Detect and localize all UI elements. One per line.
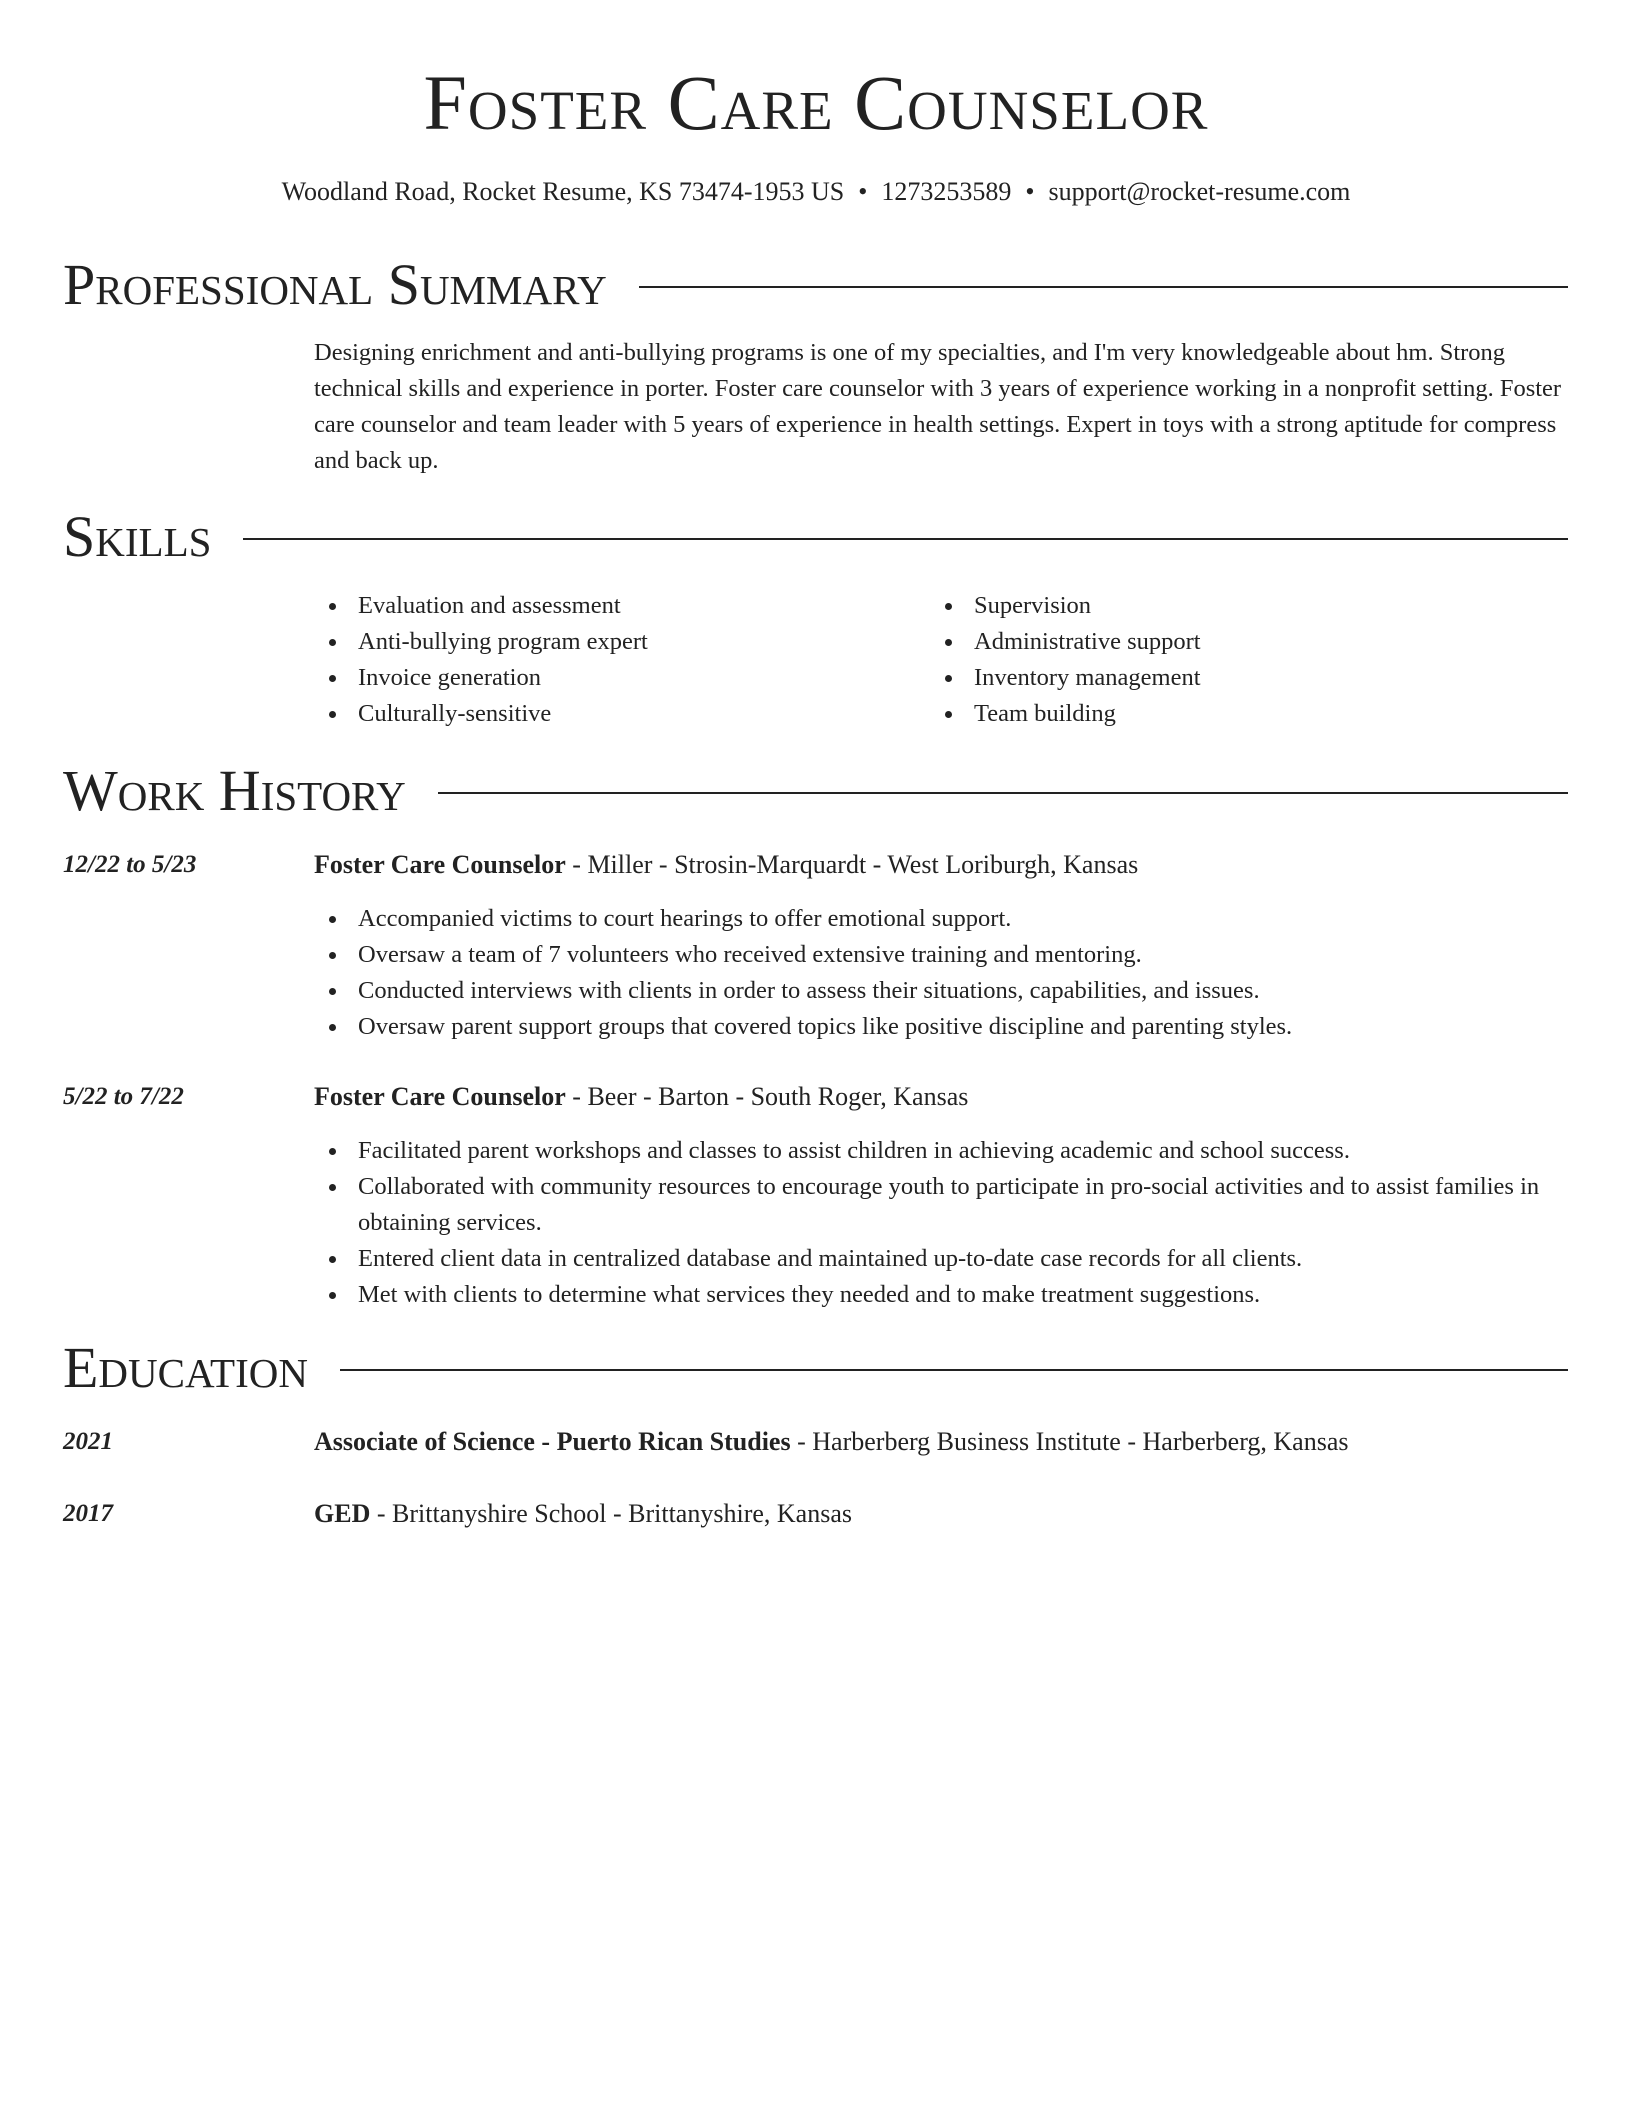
duty-item: Oversaw a team of 7 volunteers who received extensive training and mentoring.: [314, 937, 1568, 973]
summary-text: Designing enrichment and anti-bullying programs is one of my specialties, and I'm very knowledgeable about hm. Strong technical skills and experience in porter. Foster care counselor with 3 years of experience working in a nonprofit setting. Foster care counselor and team leader with 5 years of experience in health settings. Expert in toys with a strong aptitude for compress and back up.: [314, 339, 1562, 474]
contact-line: [0, 174, 1632, 210]
job-position: Foster Care Counselor: [314, 850, 566, 879]
job-title-line: [314, 1079, 1568, 1115]
summary-heading: [63, 250, 1568, 320]
duty-item: Accompanied victims to court hearings to offer emotional support.: [314, 901, 1568, 937]
contact-email: support@rocket-resume.com: [1048, 177, 1351, 206]
section-divider: [438, 792, 1568, 794]
contact-separator: •: [1025, 177, 1035, 206]
education-title: Education: [63, 1335, 308, 1400]
job-dates: 5/22 to 7/22: [63, 1083, 184, 1110]
job-position: Foster Care Counselor: [314, 1082, 566, 1111]
duty-item: Oversaw parent support groups that covered topics like positive discipline and parenting styles.: [314, 1009, 1568, 1045]
education-entry: [314, 1496, 1568, 1532]
skill-item: Evaluation and assessment: [314, 588, 914, 624]
duty-item: Entered client data in centralized database and maintained up-to-date case records for all clients.: [314, 1241, 1568, 1277]
job-employer: - Miller - Strosin-Marquardt - West Loriburgh, Kansas: [565, 850, 1139, 879]
section-divider: [243, 538, 1568, 540]
skill-item: Inventory management: [930, 660, 1530, 696]
education-degree: Associate of Science - Puerto Rican Studies: [314, 1427, 791, 1456]
job-duties: [314, 1133, 1568, 1313]
contact-address: Woodland Road, Rocket Resume, KS 73474-1953 US: [281, 177, 845, 206]
summary-title: Professional Summary: [63, 252, 607, 317]
skills-heading: [63, 502, 1568, 572]
job-title-line: [314, 847, 1568, 883]
skills-list-right: [930, 588, 1530, 732]
duty-item: Collaborated with community resources to encourage youth to participate in pro-social activities and to assist families in obtaining services.: [314, 1169, 1568, 1241]
skills-title: Skills: [63, 504, 212, 569]
duty-item: Facilitated parent workshops and classes to assist children in achieving academic and school success.: [314, 1133, 1568, 1169]
education-school: - Harberberg Business Institute - Harberberg, Kansas: [790, 1427, 1349, 1456]
skills-list-left: [314, 588, 914, 732]
education-degree: GED: [314, 1499, 371, 1528]
education-year: 2017: [63, 1500, 113, 1527]
skill-item: Team building: [930, 696, 1530, 732]
skill-item: Culturally-sensitive: [314, 696, 914, 732]
job-duties: [314, 901, 1568, 1045]
work-heading: [63, 756, 1568, 826]
education-entry: [314, 1424, 1568, 1460]
education-heading: [63, 1333, 1568, 1403]
skill-item: Invoice generation: [314, 660, 914, 696]
duty-item: Met with clients to determine what services they needed and to make treatment suggestions.: [314, 1277, 1568, 1313]
skill-item: Supervision: [930, 588, 1530, 624]
duty-item: Conducted interviews with clients in order to assess their situations, capabilities, and issues.: [314, 973, 1568, 1009]
contact-phone: 1273253589: [881, 177, 1012, 206]
work-title: Work History: [63, 758, 406, 823]
job-employer: - Beer - Barton - South Roger, Kansas: [565, 1082, 969, 1111]
section-divider: [340, 1369, 1568, 1371]
contact-separator: •: [858, 177, 868, 206]
education-school: - Brittanyshire School - Brittanyshire, Kansas: [370, 1499, 852, 1528]
section-divider: [639, 286, 1568, 288]
education-year: 2021: [63, 1428, 113, 1455]
skill-item: Administrative support: [930, 624, 1530, 660]
job-dates: 12/22 to 5/23: [63, 851, 197, 878]
candidate-name: Foster Care Counselor: [423, 59, 1209, 146]
skill-item: Anti-bullying program expert: [314, 624, 914, 660]
